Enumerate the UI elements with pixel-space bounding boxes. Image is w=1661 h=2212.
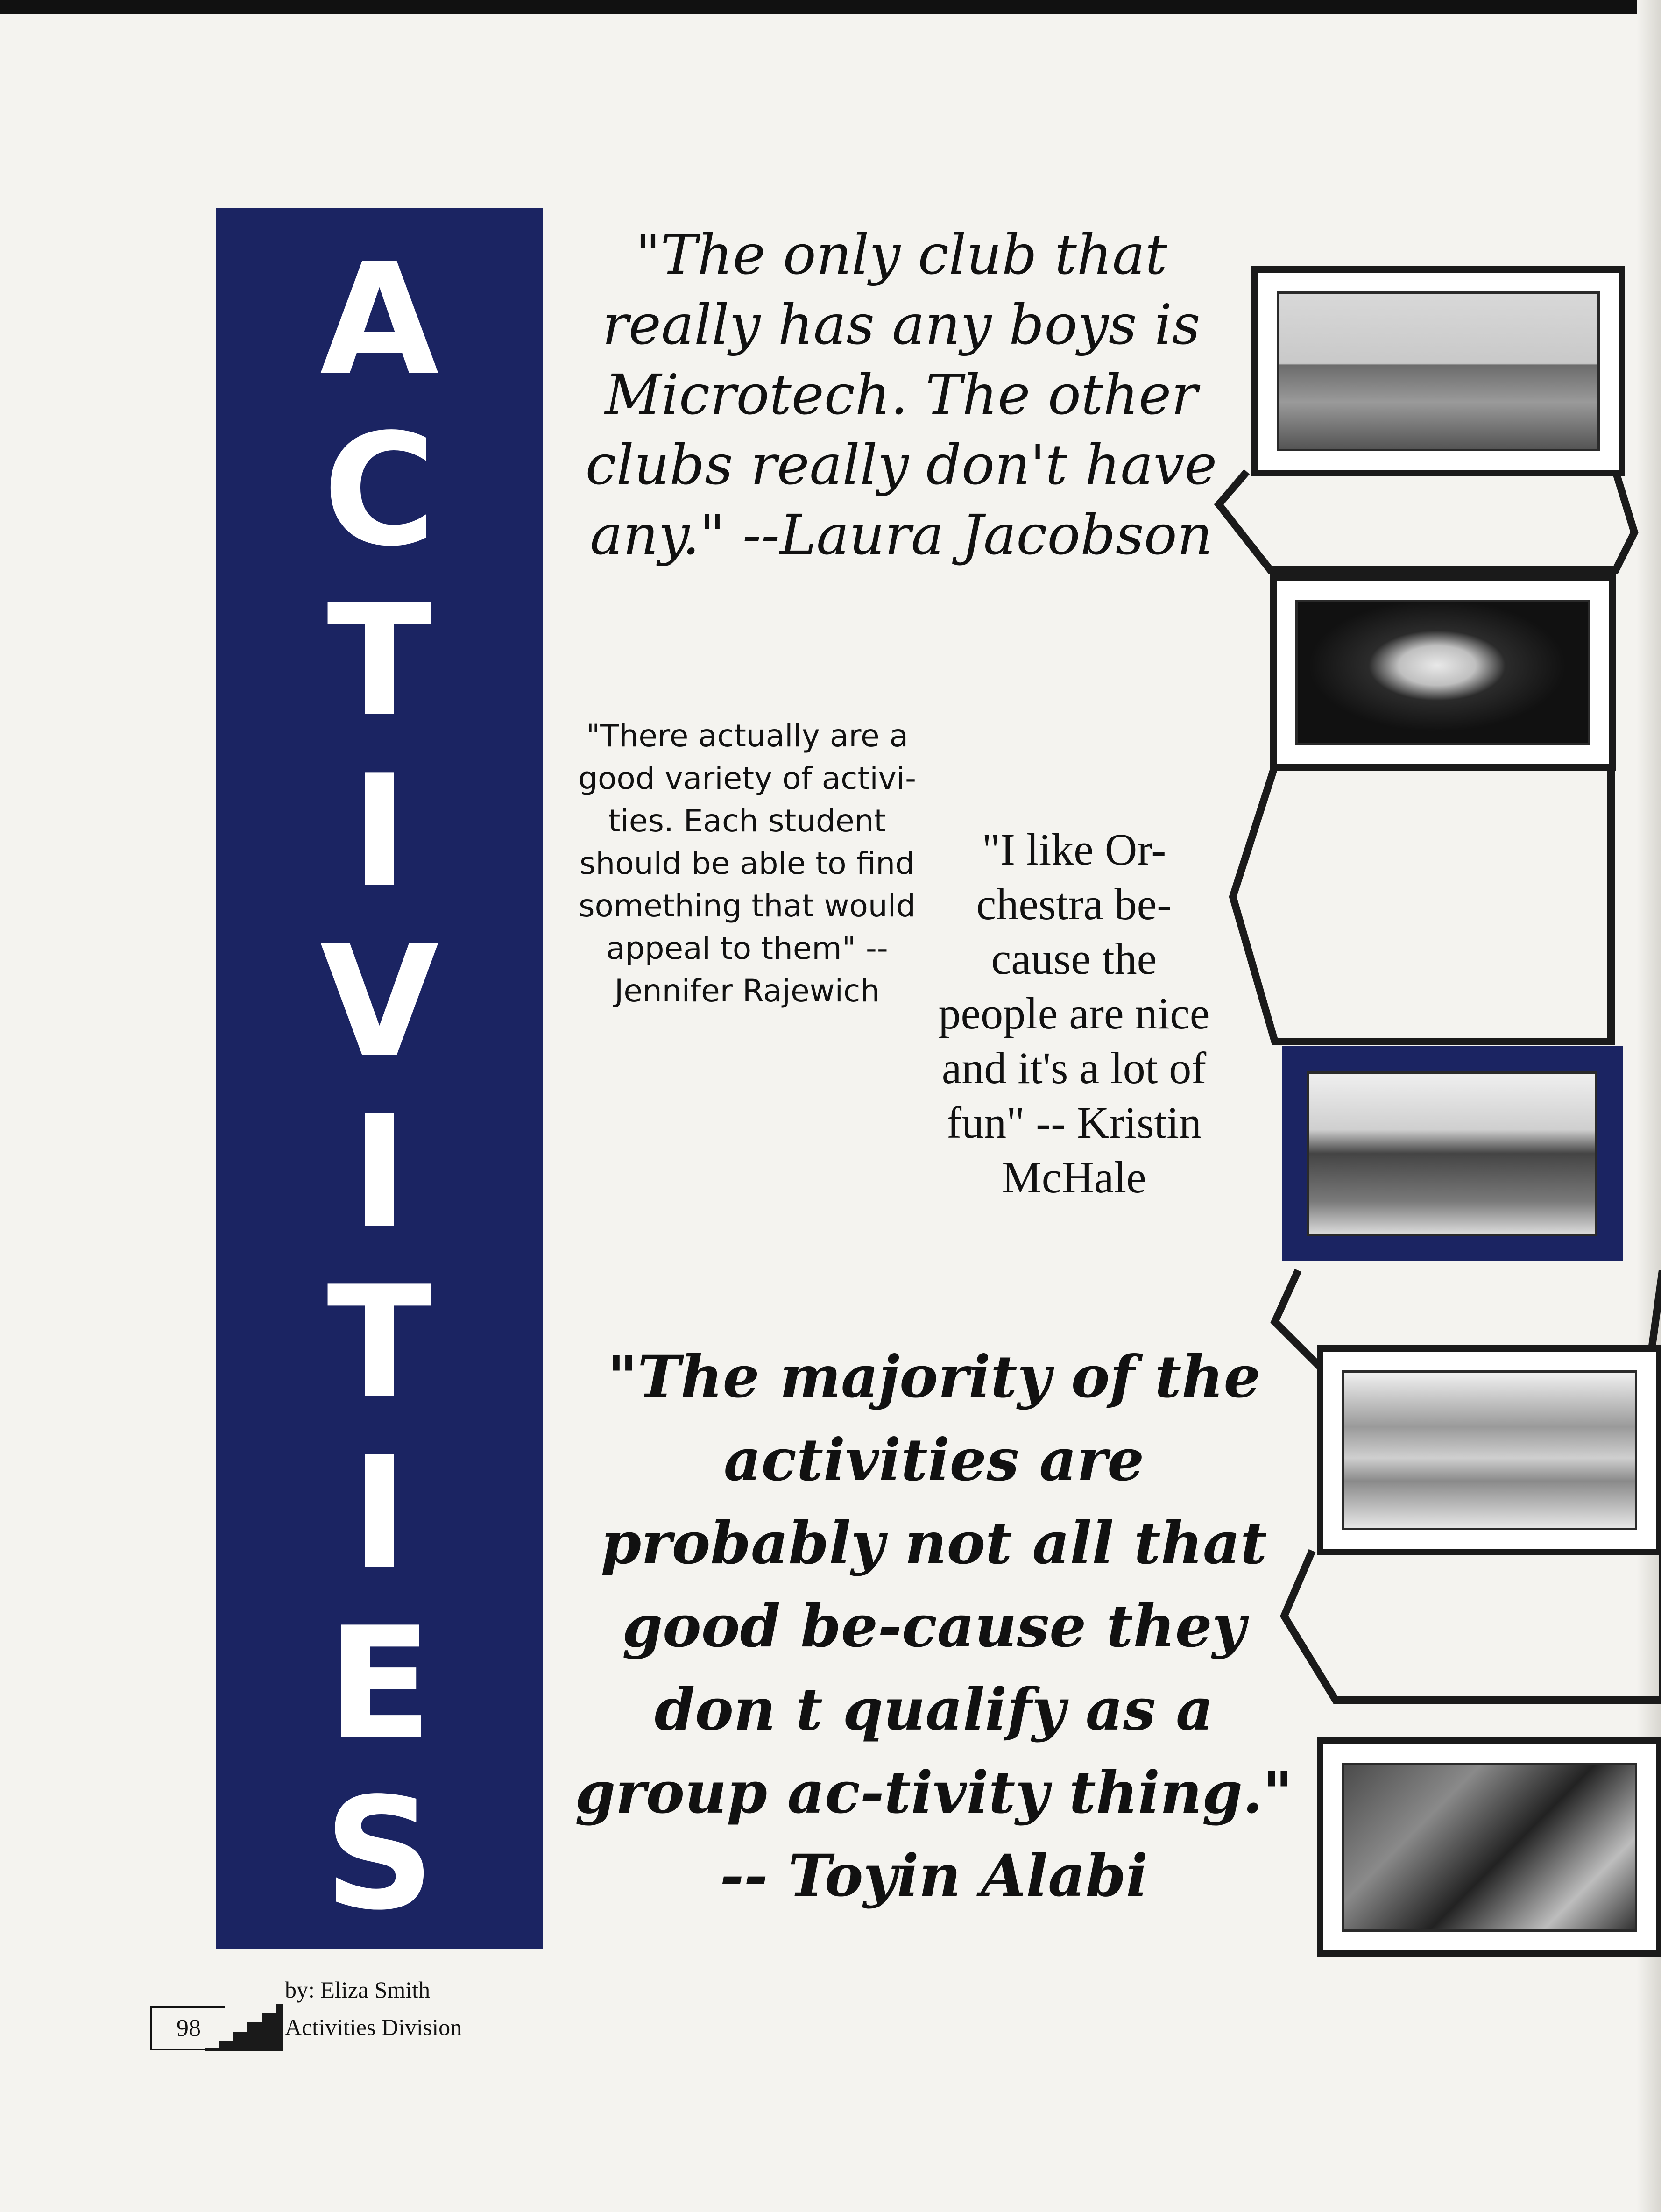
banner-letter: T: [326, 571, 432, 751]
photo-frame: [1282, 1046, 1623, 1261]
photo-classroom: [1342, 1763, 1637, 1932]
byline: [285, 1971, 462, 2046]
activities-banner: [216, 208, 543, 1949]
photo-frame: [1251, 266, 1625, 476]
quote-kristin-mchale: "I like Or-chestra be-cause the people are nice and it's a lot of fun" -- Kristin McHale: [938, 824, 1210, 1202]
page-number: 98: [150, 2006, 225, 2050]
banner-letter: A: [319, 230, 439, 410]
photo-student-portrait: [1295, 600, 1590, 745]
banner-letter: E: [326, 1594, 432, 1773]
quote-toyin-alabi: "The majority of the activities are probably not all that good be-cause they don t qualify as a group ac-tivity thing." -- Toyin Alabi: [575, 1343, 1293, 1910]
banner-letter: C: [323, 401, 436, 580]
author-credit: by: Eliza Smith: [285, 1977, 431, 2003]
quote-jennifer-rajewich: "There actually are a good variety of activi-ties. Each student should be able to find something that would appeal to them" -- Jennifer Rajewich: [578, 718, 916, 1009]
photo-frame: [1317, 1737, 1661, 1957]
photo-marching-band: [1307, 1071, 1597, 1236]
banner-letter: S: [324, 1765, 435, 1944]
photo-campus-trees: [1277, 291, 1600, 451]
banner-letter: I: [351, 1083, 408, 1262]
stairs-icon: [205, 1994, 285, 2055]
banner-letter: T: [326, 1253, 432, 1432]
division-label: Activities Division: [285, 2014, 462, 2040]
quote-laura-jacobson: "The only club that really has any boys is Microtech. The other clubs really don't have any." --Laura Jacobson: [585, 222, 1217, 567]
scan-top-edge: [0, 0, 1661, 14]
photo-filmstrip: [1205, 252, 1661, 1990]
banner-letter: I: [351, 742, 408, 921]
banner-letter: I: [351, 1424, 408, 1603]
photo-frame: [1270, 574, 1616, 771]
banner-letter: V: [319, 912, 439, 1092]
photo-frame: [1317, 1345, 1661, 1555]
photo-group-beach: [1342, 1370, 1637, 1530]
